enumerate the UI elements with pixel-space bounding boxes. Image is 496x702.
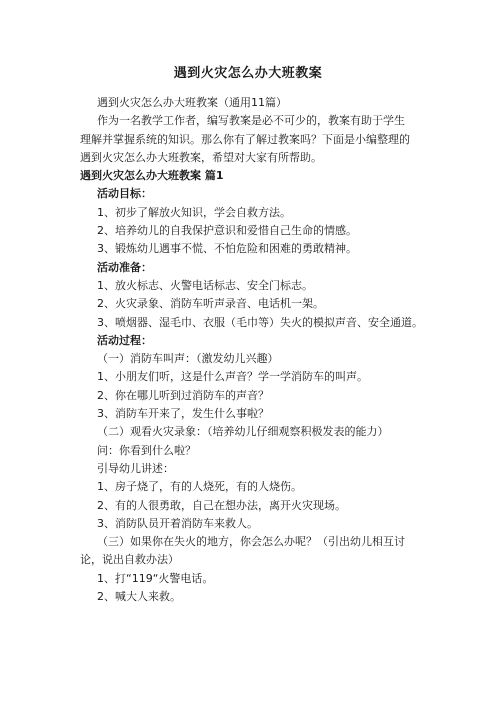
answer-item: 2、喊大人来救。 [97,590,181,604]
intro-paragraph-line: 理解并掌握系统的知识。那么你有了解过教案吗？下面是小编整理的 [80,132,410,146]
intro-paragraph-line: 遇到火灾怎么办大班教案，希望对大家有所帮助。 [80,150,322,164]
document-body [80,94,423,606]
process-item: 1、房子烧了，有的人烧死，有的人烧伤。 [97,480,302,494]
goal-item: 2、培养幼儿的自我保护意识和爱惜自己生命的情感。 [97,224,357,238]
section-heading: 遇到火灾怎么办大班教案 篇1 [80,169,224,183]
process-item: 2、你在哪儿听到过消防车的声音？ [97,388,269,402]
goal-item: 1、初步了解放火知识，学会自救方法。 [97,205,291,219]
prep-heading: 活动准备： [97,260,152,274]
process-item: 问：你看到什么啦？ [97,443,196,457]
answer-item: 1、打“119“火警电话。 [97,571,214,585]
process-item: 3、消防队员开着消防车来救人。 [97,516,258,530]
question-three-line: （三）如果你在失火的地方，你会怎么办呢？（引出幼儿相互讨 [97,535,405,549]
process-item: （二）观看火灾录象：（培养幼儿仔细观察积极发表的能力） [97,425,389,439]
question-three-line: 论，说出自救办法） [80,553,179,567]
prep-item: 2、火灾录象、消防车听声录音、电话机一架。 [97,297,324,311]
prep-item: 1、放火标志、火警电话标志、安全门标志。 [97,278,313,292]
process-item: （一）消防车叫声：（激发幼儿兴趣） [97,352,279,366]
process-item: 引导幼儿讲述： [97,461,174,475]
process-item: 3、消防车开来了，发生什么事啦？ [97,407,269,421]
process-heading: 活动过程： [97,333,152,347]
process-item: 1、小朋友们听，这是什么声音？学一学消防车的叫声。 [97,370,368,384]
process-item: 2、有的人很勇敢，自己在想办法，离开火灾现场。 [97,498,346,512]
intro-paragraph-line: 作为一名教学工作者，编写教案是必不可少的，教案有助于学生 [97,114,405,128]
subtitle: 遇到火灾怎么办大班教案（通用11篇） [97,96,287,109]
goals-heading: 活动目标： [97,187,152,201]
goal-item: 3、锻炼幼儿遇事不慌、不怕危险和困难的勇敢精神。 [97,242,357,256]
prep-item: 3、喷烟器、湿毛巾、衣服（毛巾等）失火的模拟声音、安全通道。 [97,315,423,329]
document-title: 遇到火灾怎么办大班教案 [173,66,323,81]
